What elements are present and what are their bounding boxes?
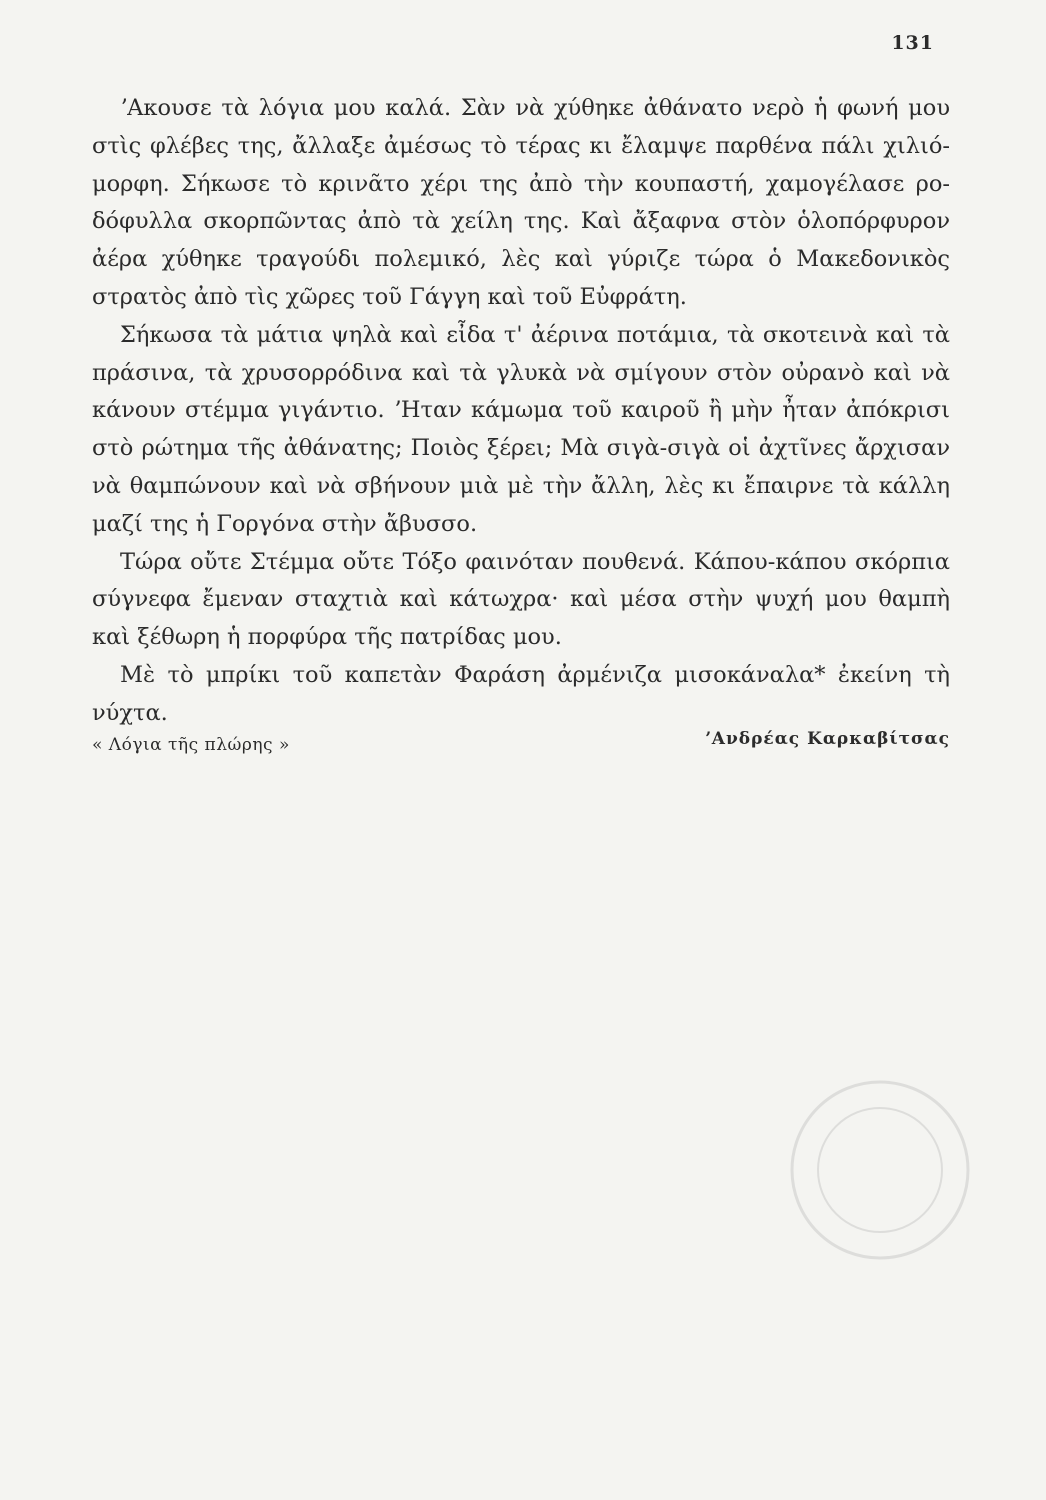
paragraph-3: Τώρα οὔτε Στέμμα οὔτε Τόξο φαινόταν πουθενά. Κάπου-κάπου σκόρπια σύγνεφα ἔμεναν σταχτιὰ καὶ κάτωχρα· καὶ μέσα στὴν ψυχή μου θαμπὴ καὶ ξέθωρη ἡ πορφύρα τῆς πατρίδας μου.: [92, 548, 950, 651]
body-text: [92, 90, 950, 733]
paragraph-4: Μὲ τὸ μπρίκι τοῦ καπετὰν Φαράση ἀρμένιζα μισοκάναλα* ἐκείνη τὴ νύχτα.: [92, 661, 950, 726]
author-name: ʼΑνδρέας Καρκαβίτσας: [704, 729, 950, 749]
paragraph-1: ʼΑκουσε τὰ λόγια μου καλά. Σὰν νὰ χύθηκε ἀθάνατο νερὸ ἡ φωνή μου στὶς φλέβες της, ἄλλαξε ἀμέσως τὸ τέρας κι ἔλαμψε παρθένα πάλι χιλιόμορφη. Σήκωσε τὸ κρινᾶτο χέρι της ἀπὸ τὴν κουπαστή, χαμογέλασε ροδόφυλλα σκορπῶντας ἀπὸ τὰ χείλη της. Καὶ ἄξαφνα στὸν ὁλοπόρφυρον ἀέρα χύθηκε τραγούδι πολεμικό, λὲς καὶ γύριζε τώρα ὁ Μακεδονικὸς στρατὸς ἀπὸ τὶς χῶρες τοῦ Γάγγη καὶ τοῦ Εὐφράτη.: [92, 95, 950, 310]
source-title: « Λόγια τῆς πλώρης »: [92, 735, 290, 755]
paragraph-2: Σήκωσα τὰ μάτια ψηλὰ καὶ εἶδα τ' ἀέρινα ποτάμια, τὰ σκοτεινὰ καὶ τὰ πράσινα, τὰ χρυσορρόδινα καὶ τὰ γλυκὰ νὰ σμίγουν στὸν οὐρανὸ καὶ νὰ κάνουν στέμμα γιγάντιο. ʼΗταν κάμωμα τοῦ καιροῦ ἢ μὴν ἦταν ἀπόκρισι στὸ ρώτημα τῆς ἀθάνατης; Ποιὸς ξέρει; Μὰ σιγὰ-σιγὰ οἱ ἀχτῖνες ἄρχισαν νὰ θαμπώνουν καὶ νὰ σβήνουν μιὰ μὲ τὴν ἄλλη, λὲς κι ἔπαιρνε τὰ κάλλη μαζί της ἡ Γοργόνα στὴν ἄβυσσο.: [92, 321, 950, 537]
library-stamp: [785, 1075, 975, 1265]
page-number: 131: [891, 32, 934, 54]
